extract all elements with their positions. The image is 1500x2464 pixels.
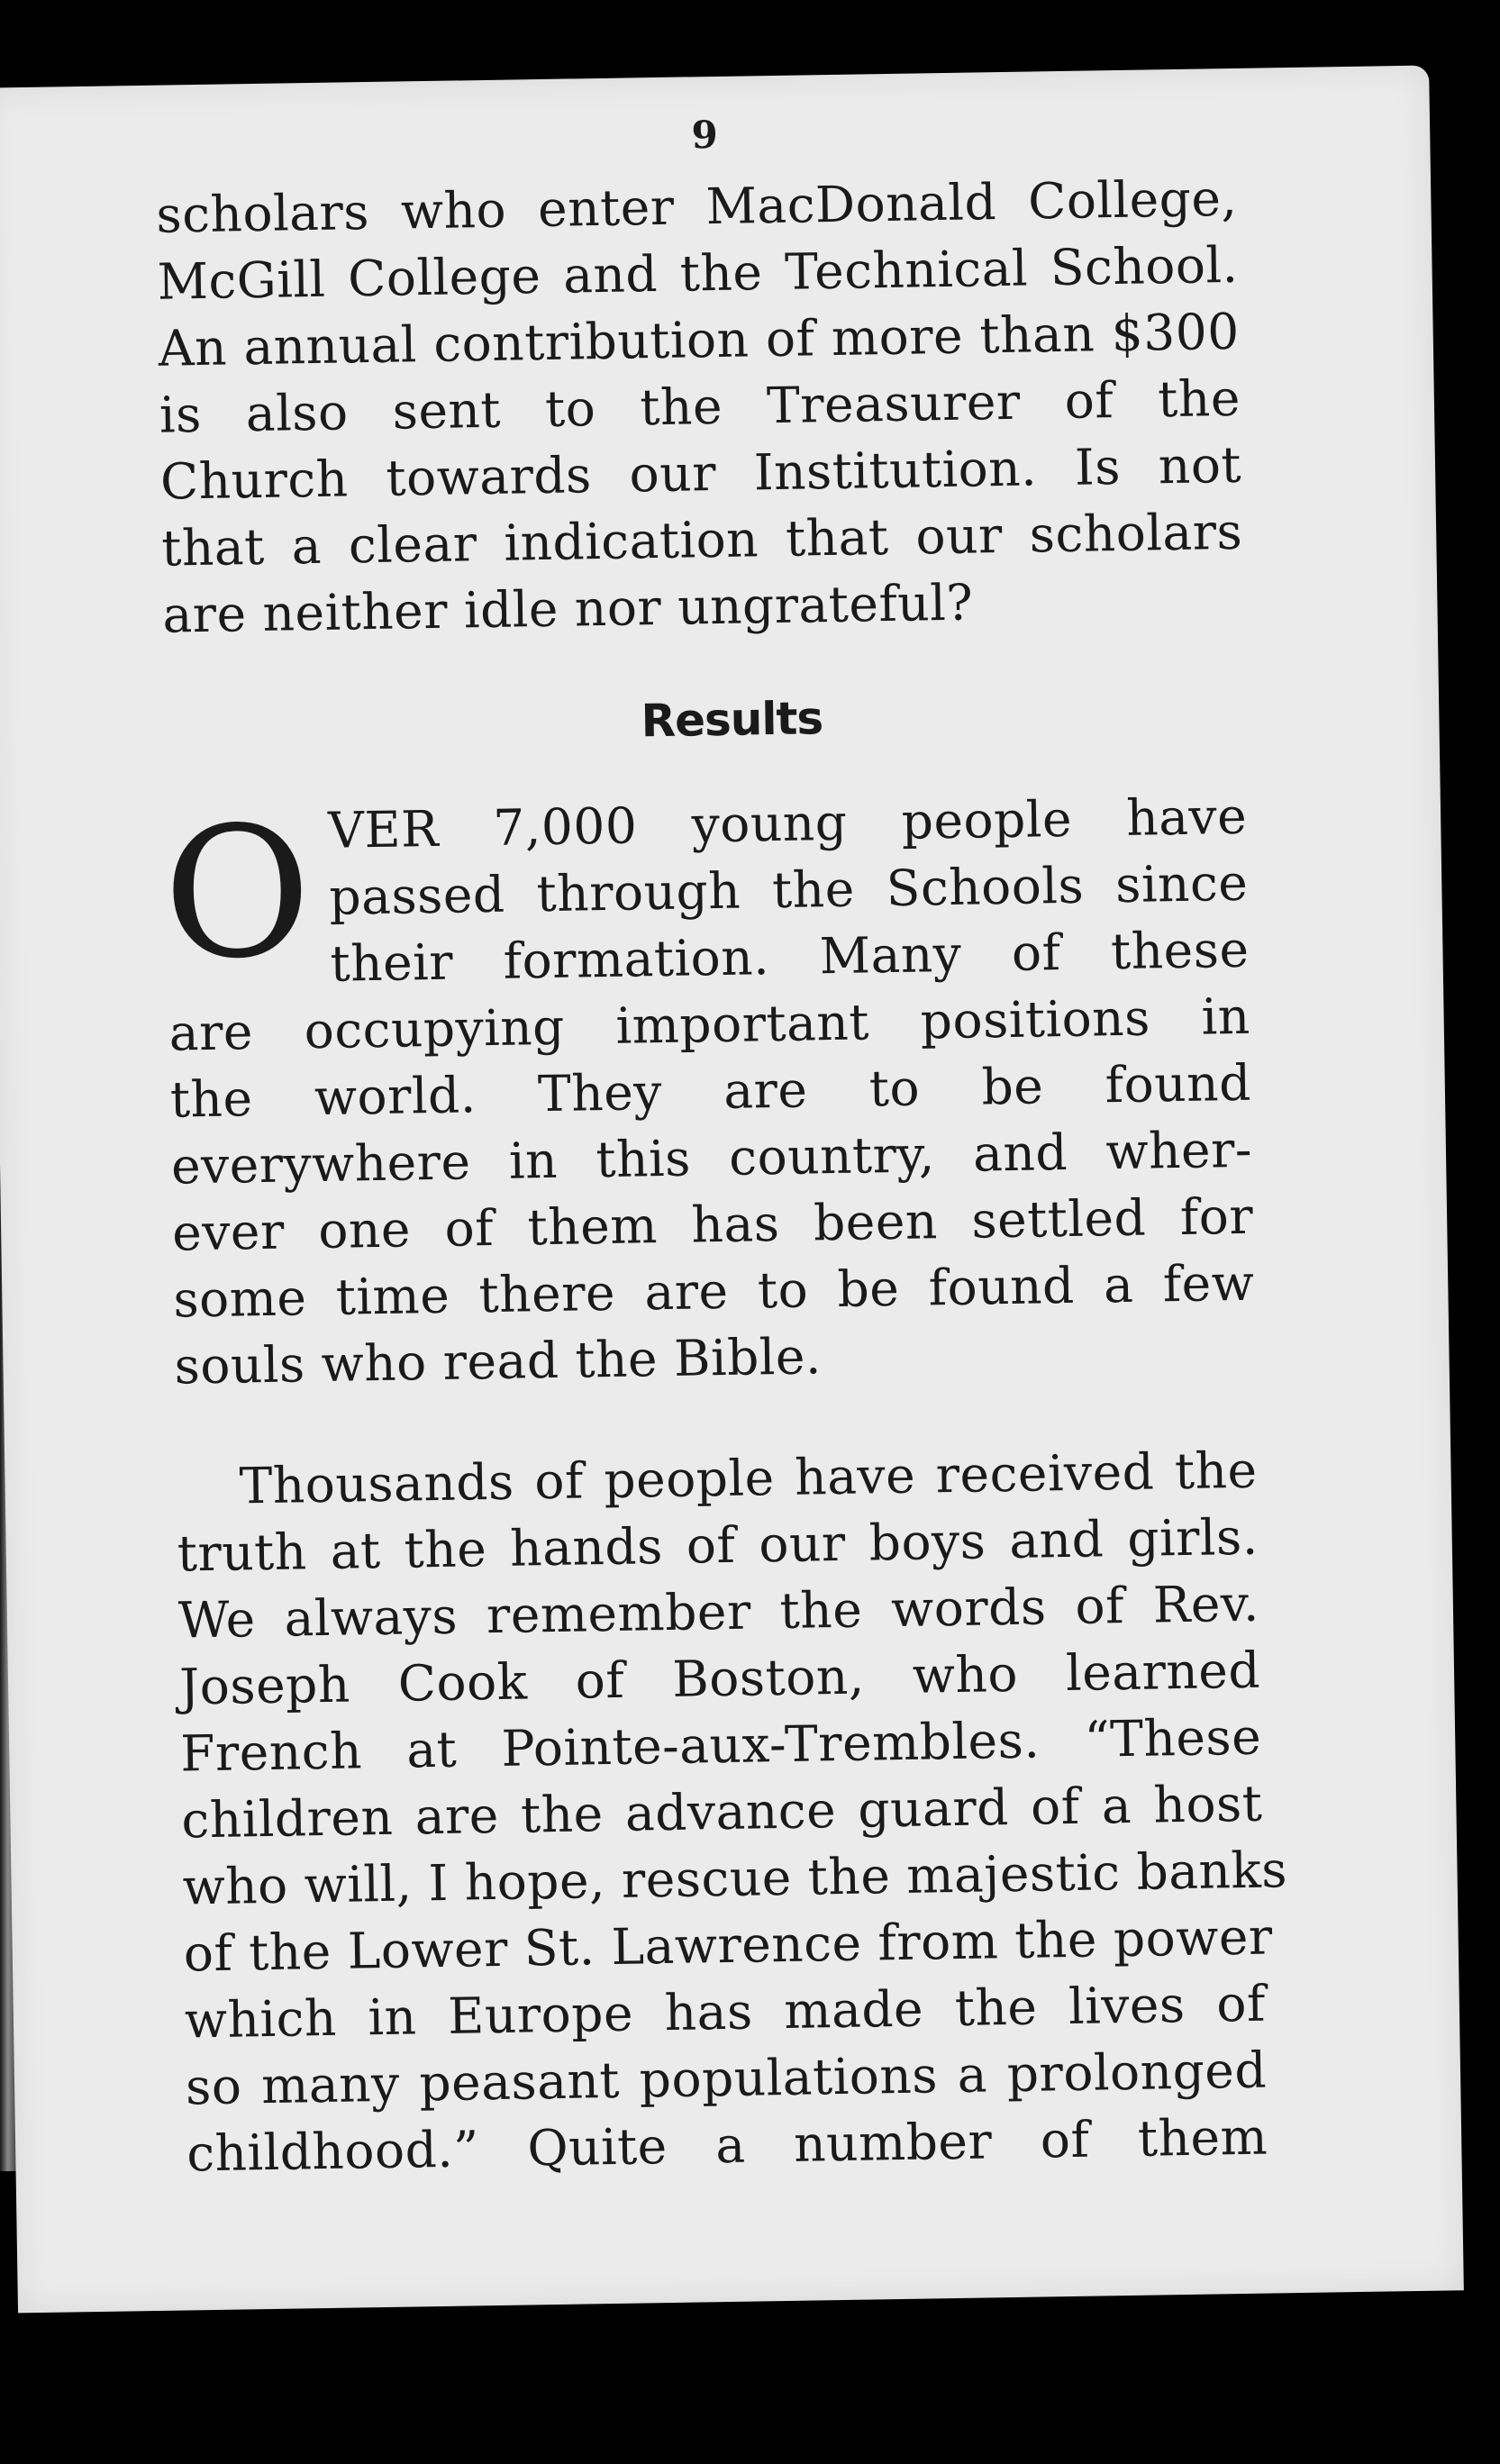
text-line: are occupying important positions in bbox=[168, 987, 1251, 1062]
text-line: childhood.” Quite a number of them bbox=[186, 2107, 1268, 2183]
text-line: that a clear indication that our scholars bbox=[160, 502, 1243, 577]
text-line: children are the advance guard of a host bbox=[180, 1774, 1263, 1850]
text-line: their formation. Many of these bbox=[330, 920, 1250, 993]
text-line: everywhere in this country, and wher- bbox=[170, 1120, 1253, 1196]
text-line: McGill College and the Technical School. bbox=[157, 235, 1240, 311]
text-line: who will, I hope, rescue the majestic banks bbox=[182, 1841, 1288, 1916]
text-line: which in Europe has made the lives of bbox=[184, 1974, 1267, 2050]
text-line: souls who read the Bible. bbox=[174, 1327, 823, 1396]
text-line: some time there are to be found a few bbox=[172, 1253, 1255, 1329]
text-line: passed through the Schools since bbox=[328, 853, 1249, 926]
section-heading: Results bbox=[641, 692, 823, 748]
text-line: scholars who enter MacDonald College, bbox=[155, 168, 1238, 244]
text-line: Church towards our Institution. Is not bbox=[159, 435, 1242, 511]
quote-paragraph bbox=[176, 1437, 1288, 2187]
text-line: Joseph Cook of Boston, who learned bbox=[178, 1641, 1261, 1716]
text-line: Thousands of people have received the bbox=[239, 1441, 1259, 1515]
drop-cap: O bbox=[161, 787, 314, 1000]
text-line: are neither idle nor ungrateful? bbox=[161, 573, 974, 644]
text-column bbox=[155, 105, 1288, 2187]
continuation-paragraph bbox=[156, 165, 1244, 649]
text-line: We always remember the words of Rev. bbox=[177, 1574, 1260, 1650]
text-line: ever one of them has been settled for bbox=[171, 1187, 1254, 1262]
book-page bbox=[0, 66, 1464, 2314]
text-line: is also sent to the Treasurer of the bbox=[159, 368, 1241, 444]
text-line: of the Lower St. Lawrence from the power bbox=[183, 1907, 1274, 1983]
text-line: the world. They are to be found bbox=[169, 1053, 1252, 1129]
text-line: French at Pointe-aux-Trembles. “These bbox=[179, 1707, 1262, 1783]
results-paragraph bbox=[161, 783, 1256, 1400]
text-line: VER 7,000 young people have bbox=[327, 786, 1248, 859]
text-line: truth at the hands of our boys and girls. bbox=[177, 1507, 1259, 1583]
text-line: so many peasant populations a prolonged bbox=[185, 2041, 1268, 2116]
text-line: An annual contribution of more than $300 bbox=[158, 302, 1241, 377]
page-number: 9 bbox=[691, 112, 719, 158]
